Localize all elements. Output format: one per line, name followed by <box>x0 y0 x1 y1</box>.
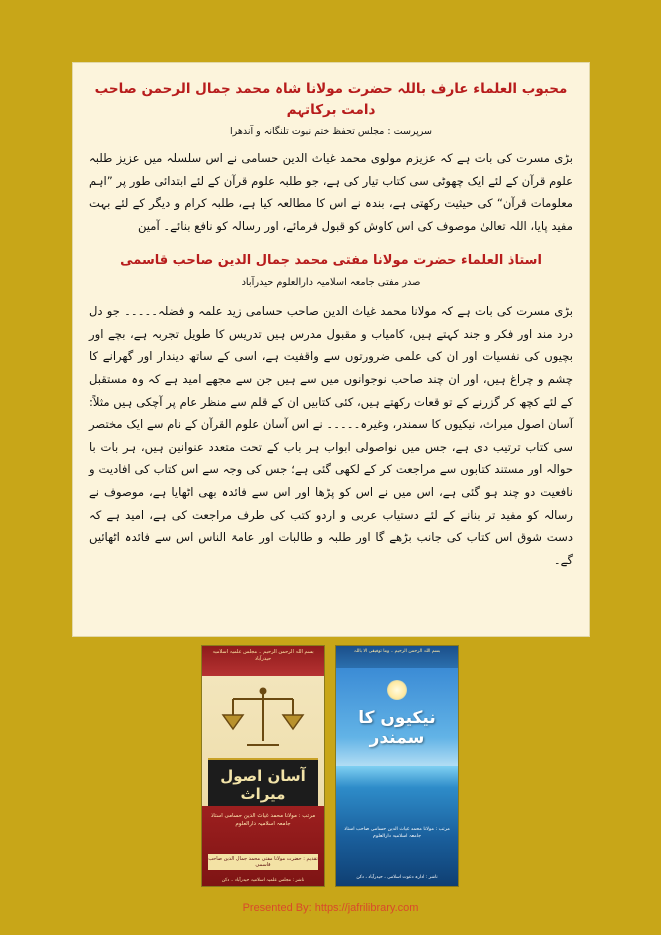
endorsement-paragraph-1: بڑی مسرت کی بات ہے کہ عزیزم مولوی محمد غیاث الدین حسامی نے اس سلسلہ میں عزیز طلبہ علوم قرآن کے لئے ایک چھوٹی سی کتاب تیار کی ہے، جو طلبہ علوم قرآن کے لئے ابتدائی طور پر ”اہم معلومات قرآن“ کی حیثیت رکھتی ہے، بندہ نے اس کا مطالعہ کیا ہے، طلبہ کرام و دیگر کے لئے بہت مفید پایا، اللہ تعالیٰ موصوف کی اس کاوش کو قبول فرمائے، اور رسالہ کو نافع بنائے۔ آمین <box>89 151 573 233</box>
endorsement-heading-2: استاذ العلماء حضرت مولانا مفتی محمد جمال الدین صاحب قاسمی <box>120 253 542 269</box>
cover2-title: نیکیوں کا سمندر <box>358 708 436 748</box>
cover1-title: آسان اصول میراث <box>208 758 318 812</box>
cover2-top-banner: بسم اللہ الرحمن الرحیم ۔ وما توفیقی الا باللہ <box>336 646 458 668</box>
cover1-author-block: مرتب : مولانا محمد غیاث الدین حسامی استاذ جامعہ اسلامیہ دارالعلوم <box>202 806 324 886</box>
book-covers-row <box>140 645 520 895</box>
cover1-top-banner: بسم اللہ الرحمن الرحیم ۔ مجلس علمیہ اسلامیہ حیدرآباد <box>202 646 324 676</box>
main-text-panel <box>72 62 590 637</box>
endorsement-heading-1: محبوب العلماء عارف باللہ حضرت مولانا شاہ محمد جمال الرحمن صاحب دامت برکاتہم <box>94 81 568 118</box>
endorsement-subheading-2: صدر مفتی جامعہ اسلامیہ دارالعلوم حیدرآباد <box>241 276 421 288</box>
cover1-strip: تقدیم : حضرت مولانا مفتی محمد جمال الدین صاحب قاسمی <box>208 856 318 868</box>
book-cover-naikiyon-ka-samandar <box>335 645 459 887</box>
endorsement-subheading-1: سرپرست : مجلس تحفظ ختم نبوت تلنگانہ و آندھرا <box>230 125 432 137</box>
sun-icon <box>387 680 407 700</box>
balance-scale-icon <box>202 682 324 760</box>
endorsement-paragraph-2: بڑی مسرت کی بات ہے کہ مولانا محمد غیاث الدین صاحب حسامی زید علمہ و فضلہ۔۔۔۔۔ جو دل درد مند اور فکر و جند کہتے ہیں، کامیاب و مقبول مدرس ہیں تدریس کا طویل تجربہ ہے، بچے اور بچیوں کی نفسیات اور ان کی علمی ضرورتوں سے واقفیت ہے، اسی کے ساتھ دیندار اور گھرانے کا چشم و چراغ ہیں، اور ان چند صاحب نوجوانوں میں سے ہیں جن سے مجھے امید ہے کہ وہ مستقبل کے لئے کچھ کر گزرنے کے تو قعات رکھتے ہیں، کئی کتابیں ان کے قلم سے منظر عام پر آچکی ہیں مثلاً: آسان اصول میراث، نیکیوں کا سمندر، وغیرہ۔۔۔۔۔ نے اس آسان علوم القرآن کے نام سے ایک مختصر سی کتاب ترتیب دی ہے، جس میں نواصولی ابواب ہر باب کے تحت متعدد عنوانین ہیں، ہر بات با حوالہ اور مستند کتابوں سے مراجعت کر کے لکھی گئی ہے؛ جس کی وجہ سے اس کتاب کی افادیت و نافعیت دو چند ہو گئی ہے، اس میں نے اس کو پڑھا اور اس سے فائدہ بھی اٹھایا ہے، موصوف نے رسالہ کو مفید تر بنانے کے لئے دستیاب عربی و اردو کتب کی طرف مراجعت کی ہے، امید ہے کہ دست شوق اس کتاب کی جانب بڑھے گا اور طلبہ و طالبات اور عامۃ الناس اس سے فائدہ اٹھائیں گے۔ <box>89 304 573 567</box>
cover1-footer: ناشر : مجلس علمیہ اسلامیہ حیدرآباد ۔ دکن <box>221 878 305 883</box>
footer-credit-text[interactable]: Presented By: https://jafrilibrary.com <box>242 902 419 914</box>
cover2-middle-text: مرتب : مولانا محمد غیاث الدین حسامی صاحب استاذ جامعہ اسلامیہ دارالعلوم <box>344 826 450 839</box>
book-cover-aasan-usool-e-meerath <box>201 645 325 887</box>
cover2-footer: ناشر : ادارہ دعوت اسلامی ، حیدرآباد ، دکن <box>356 875 438 881</box>
page-footer <box>0 902 661 914</box>
